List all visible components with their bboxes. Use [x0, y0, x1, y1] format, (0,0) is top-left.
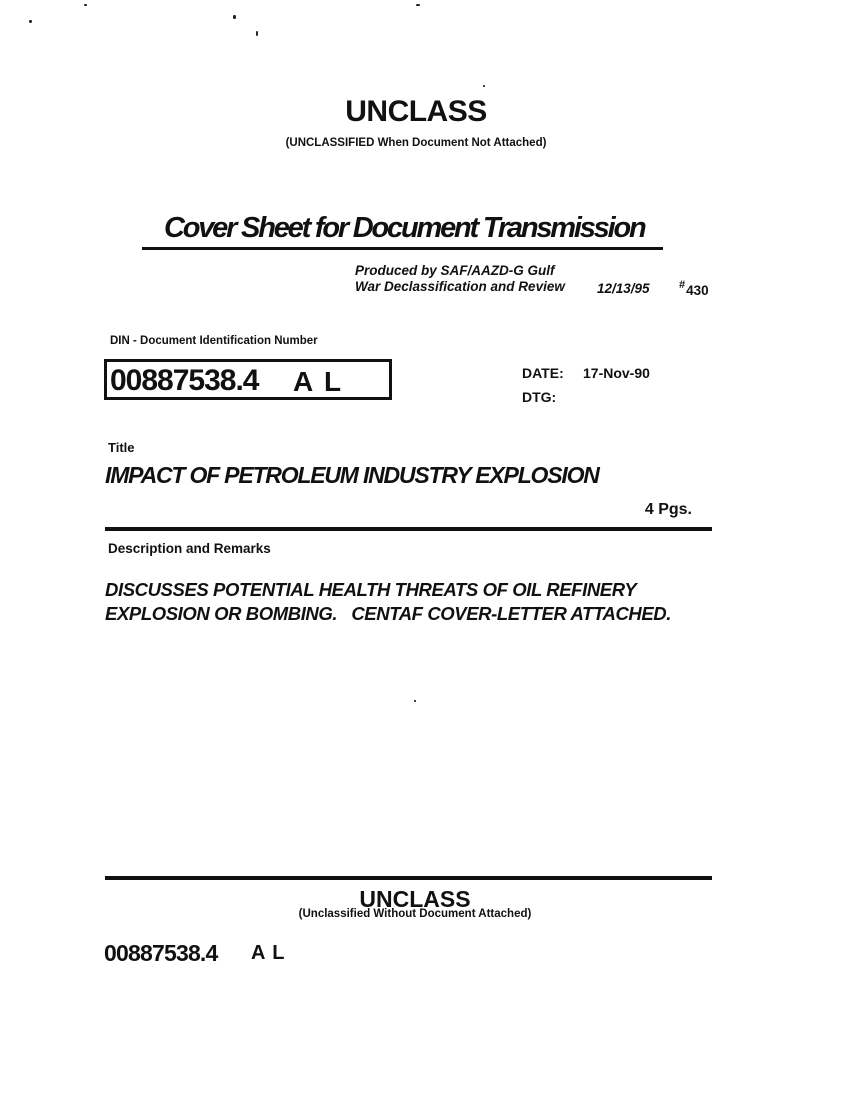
scan-artifact: [414, 700, 416, 702]
scan-artifact: [233, 15, 236, 19]
din-suffix: A L: [293, 366, 342, 397]
description-line2: EXPLOSION OR BOMBING. CENTAF COVER-LETTER ATTACHED.: [105, 603, 672, 624]
header-classification: UNCLASS: [345, 95, 487, 128]
sheet-number: [679, 279, 709, 298]
sheet-number-value: 430: [686, 283, 709, 298]
din-box: [104, 359, 392, 400]
number-sign: #: [679, 279, 686, 291]
scan-artifact: [416, 4, 420, 6]
din-label: DIN - Document Identification Number: [110, 335, 318, 347]
date-value: 17-Nov-90: [583, 365, 650, 381]
footer-din-suffix: A L: [251, 942, 286, 964]
header-handling-note: (UNCLASSIFIED When Document Not Attached): [285, 137, 547, 149]
horizontal-rule-bottom: [105, 876, 712, 880]
review-date: 12/13/95: [597, 281, 650, 296]
scan-artifact: [483, 85, 485, 87]
dtg-label: DTG:: [522, 389, 557, 405]
scan-artifact: [256, 31, 258, 36]
cover-sheet-title: Cover Sheet for Document Transmission: [164, 212, 645, 244]
footer-handling-note: (Unclassified Without Document Attached): [298, 908, 532, 920]
horizontal-rule-mid: [105, 527, 712, 531]
scan-artifact: [84, 4, 87, 6]
date-label: DATE:: [522, 365, 564, 381]
produced-by-line2: War Declassification and Review: [355, 278, 565, 294]
scan-artifact: [29, 20, 32, 23]
din-number: 00887538.4: [110, 364, 259, 397]
title-underline: [142, 247, 663, 250]
page-count: 4 Pgs.: [644, 501, 692, 518]
title-label: Title: [108, 440, 135, 455]
produced-by-line1: Produced by SAF/AAZD-G Gulf: [355, 263, 555, 278]
description-label: Description and Remarks: [108, 541, 271, 556]
footer-classification: UNCLASS: [359, 886, 471, 912]
document-title: IMPACT OF PETROLEUM INDUSTRY EXPLOSION: [105, 462, 599, 488]
description-line1: DISCUSSES POTENTIAL HEALTH THREATS OF OIL REFINERY: [105, 579, 637, 600]
produced-by-block: [355, 263, 565, 294]
footer-din-number: 00887538.4: [104, 940, 218, 966]
